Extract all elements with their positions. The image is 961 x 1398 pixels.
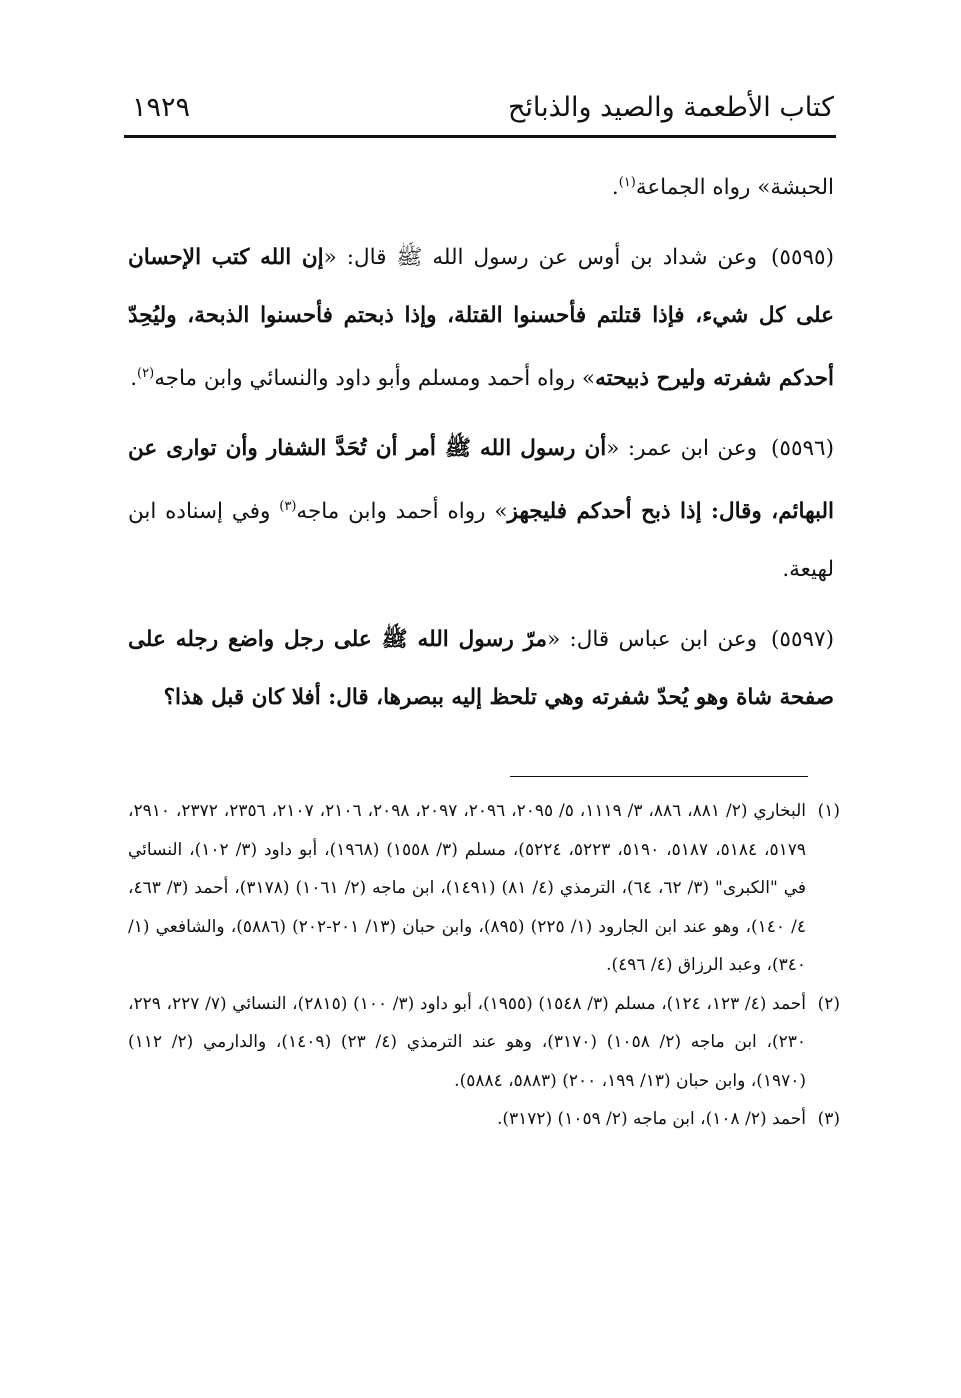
page-number: ١٩٢٩ [132,92,191,123]
hadith-matn: أن رسول الله ﷺ أمر أن تُحَدَّ الشفار وأن توارى عن البهائم، وقال: إذا ذبح أحدكم فليجهز [128,436,834,525]
main-text [128,148,834,739]
header-rule [124,135,836,138]
hadith-matn: إن الله كتب الإحسان على كل شيء، فإذا قتلتم فأحسنوا القتلة، وإذا ذبحتم فأحسنوا الذبحة، وليُحِدّ أحدكم شفرته وليرح ذبيحته [128,245,834,392]
footnote-1: (١) البخاري (٢/ ٨٨١، ٨٨٦، ٣/ ١١١٩، ٥/ ٢٠٩٥، ٢٠٩٦، ٢٠٩٧، ٢٠٩٨، ٢١٠٦، ٢١٠٧، ٢٣٥٦، ٢٣٧٢، ٢٩١٠، ٥١٧٩، ٥١٨٤، ٥١٨٧، ٥١٩٠، ٥٢٢٣، ٥٢٢٤)، مسلم (٣/ ١٥٥٨) (١٩٦٨)، أبو داود (٣/ ١٠٢)، النسائي في "الكبرى" (٣/ ٦٢، ٦٤)، الترمذي (٤/ ٨١) (١٤٩١)، ابن ماجه (٢/ ١٠٦١) (٣١٧٨)، أحمد (٣/ ٤٦٣، ٤/ ١٤٠)، وهو عند ابن الجارود (١/ ٢٢٥) (٨٩٥)، وابن حبان (١٣/ ٢٠١-٢٠٢) (٥٨٨٦)، والشافعي (١/ ٣٤٠)، وعبد الرزاق (٤/ ٤٩٦). [128,792,840,985]
paragraph-continuation: الحبشة» رواه الجماعة$^{(١)}$. [611,175,834,201]
hadith-matn: مرّ رسول الله ﷺ على رجل واضع رجله على صفحة شاة وهو يُحدّ شفرته وهي تلحظ إليه ببصرها، قال: أفلا كان قبل هذا؟ [128,627,834,711]
hadith-5595: (٥٥٩٥)وعن شداد بن أوس عن رسول الله ﷺ قال: «إن الله كتب الإحسان على كل شيء، فإذا قتلتم فأحسنوا القتلة، وإذا ذبحتم فأحسنوا الذبحة، وليُحِدّ أحدكم شفرته وليرح ذبيحته» رواه أحمد ومسلم وأبو داود والنسائي وابن ماجه$^{(٢)}$. [128,245,834,392]
hadith-number: (٥٥٩٥) [771,245,834,271]
footnote-separator [510,776,808,777]
running-title: كتاب الأطعمة والصيد والذبائح [507,92,834,123]
footnote-ref: (١) [618,175,636,190]
footnote-2: (٢) أحمد (٤/ ١٢٣، ١٢٤)، مسلم (٣/ ١٥٤٨) (١٩٥٥)، أبو داود (٣/ ١٠٠) (٢٨١٥)، النسائي (٧/ ٢٢٧، ٢٢٩، ٢٣٠)، ابن ماجه (٢/ ١٠٥٨) (٣١٧٠)، وهو عند الترمذي (٤/ ٢٣) (١٤٠٩)، والدارمي (٢/ ١١٢) (١٩٧٠)، وابن حبان (١٣/ ١٩٩، ٢٠٠) (٥٨٨٣، ٥٨٨٤). [128,985,840,1101]
page-header [128,88,834,132]
hadith-number: (٥٥٩٧) [771,627,834,653]
footnotes [128,792,840,1139]
footnote-mark: (٣) [817,1109,840,1129]
footnote-ref: (٣) [279,499,297,515]
footnote-mark: (١) [817,801,840,821]
footnote-ref: (٢) [137,366,155,382]
hadith-number: (٥٥٩٦) [771,436,834,462]
footnote-mark: (٢) [817,993,840,1014]
hadith-5597: (٥٥٩٧)وعن ابن عباس قال: «مرّ رسول الله ﷺ على رجل واضع رجله على صفحة شاة وهو يُحدّ شفرته وهي تلحظ إليه ببصرها، قال: أفلا كان قبل هذا؟ [128,627,834,711]
footnote-3: (٣) أحمد (٢/ ١٠٨)، ابن ماجه (٢/ ١٠٥٩) (٣١٧٢). [128,1100,840,1139]
hadith-5596: (٥٥٩٦)وعن ابن عمر: «أن رسول الله ﷺ أمر أن تُحَدَّ الشفار وأن توارى عن البهائم، وقال: إذا ذبح أحدكم فليجهز» رواه أحمد وابن ماجه$^{(٣)}$ وفي إسناده ابن لهيعة. [128,436,834,583]
